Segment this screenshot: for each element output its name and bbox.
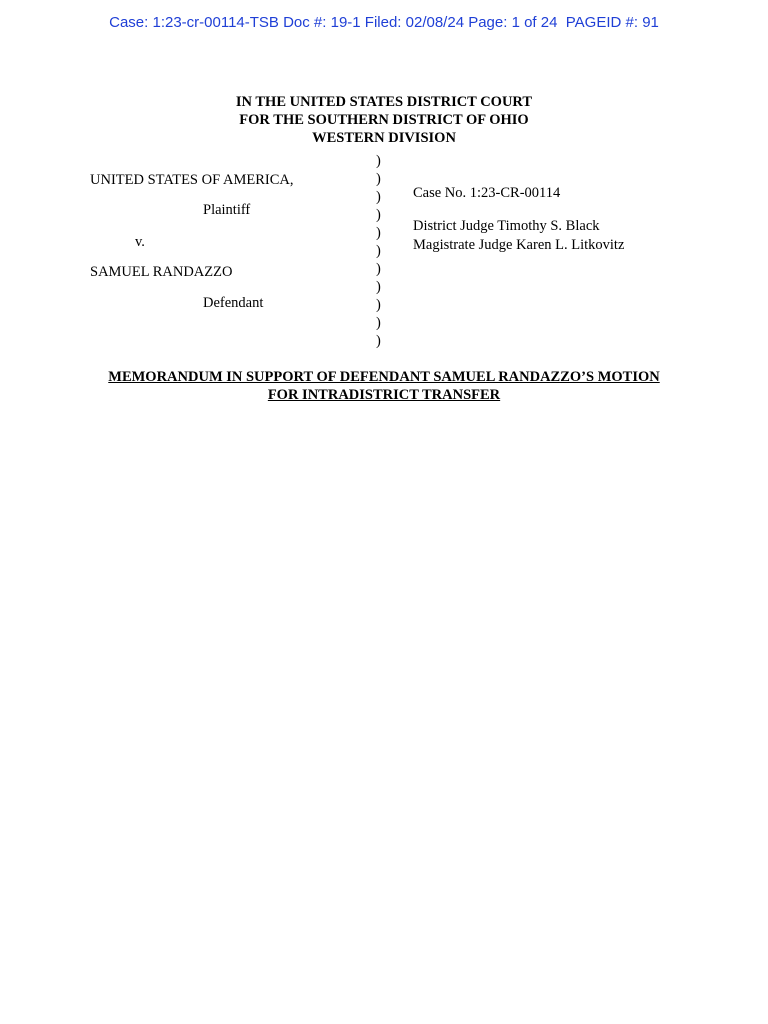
filing-header-stamp: Case: 1:23-cr-00114-TSB Doc #: 19-1 Filed: 02/08/24 Page: 1 of 24 PAGEID #: 91 [109,14,659,31]
caption-parenthesis-column [376,152,390,350]
caption-parenthesis: ) [376,279,381,295]
case-caption-parties [90,0,380,360]
memorandum-title-line-1: MEMORANDUM IN SUPPORT OF DEFENDANT SAMUEL RANDAZZO’S MOTION [108,369,660,385]
caption-parenthesis: ) [376,225,381,241]
caption-parenthesis: ) [376,171,381,187]
district-judge: District Judge Timothy S. Black [413,218,600,234]
caption-parenthesis: ) [376,261,381,277]
court-heading-line-2: FOR THE SOUTHERN DISTRICT OF OHIO [239,112,529,128]
versus-label: v. [135,234,145,250]
case-number: Case No. 1:23-CR-00114 [413,185,561,201]
plaintiff-label: Plaintiff [203,202,251,218]
magistrate-judge: Magistrate Judge Karen L. Litkovitz [413,237,625,253]
plaintiff-name: UNITED STATES OF AMERICA, [90,172,294,188]
defendant-label: Defendant [203,295,264,311]
caption-parenthesis: ) [376,243,381,259]
memorandum-title [0,368,768,404]
caption-parenthesis: ) [376,189,381,205]
caption-parenthesis: ) [376,297,381,313]
memorandum-title-line-2: FOR INTRADISTRICT TRANSFER [267,387,501,403]
caption-parenthesis: ) [376,315,381,331]
caption-parenthesis: ) [376,207,381,223]
caption-parenthesis: ) [376,153,381,169]
defendant-name: SAMUEL RANDAZZO [90,264,233,280]
court-heading-line-1: IN THE UNITED STATES DISTRICT COURT [235,94,533,110]
court-heading-line-3: WESTERN DIVISION [312,130,456,146]
caption-parenthesis: ) [376,333,381,349]
